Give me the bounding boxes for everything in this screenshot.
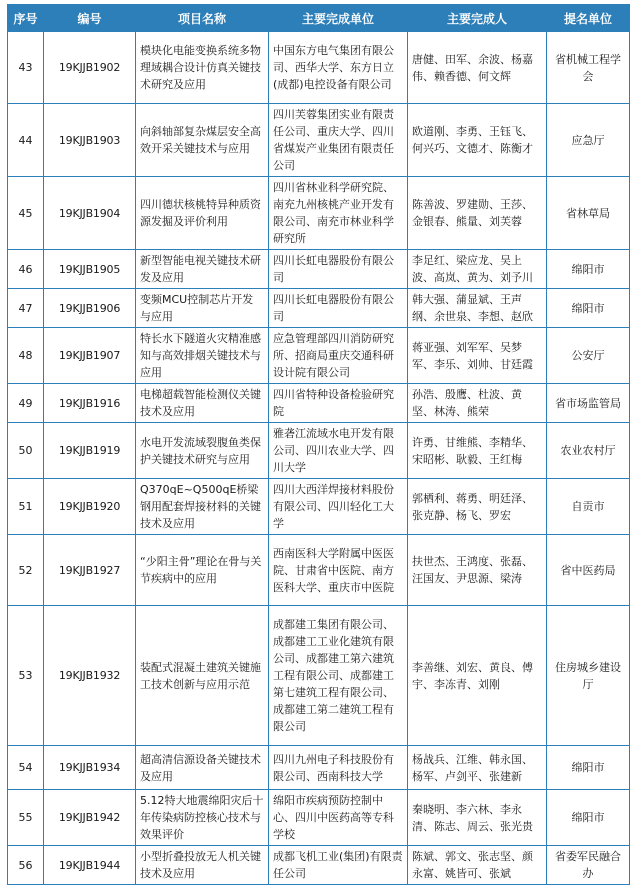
- cell-main-people: 陈善波、罗建勋、王莎、金银春、熊量、刘芙蓉: [408, 177, 547, 250]
- cell-serial: 53: [8, 606, 44, 746]
- cell-project-name: 5.12特大地震绵阳灾后十年传染病防控核心技术与效果评价: [136, 790, 269, 846]
- cell-nominator: 省委军民融合办: [547, 846, 630, 885]
- cell-main-units: 四川长虹电器股份有限公司: [269, 289, 408, 328]
- cell-nominator: 住房城乡建设厅: [547, 606, 630, 746]
- cell-nominator: 绵阳市: [547, 746, 630, 790]
- cell-main-people: 韩大强、蒲显斌、王声纲、余世泉、李想、赵欣: [408, 289, 547, 328]
- cell-nominator: 省市场监管局: [547, 384, 630, 423]
- cell-main-people: 秦晓明、李六林、李永清、陈志、周云、张光贵: [408, 790, 547, 846]
- cell-serial: 51: [8, 479, 44, 535]
- cell-main-units: 四川长虹电器股份有限公司: [269, 250, 408, 289]
- cell-project-name: 电梯超载智能检测仪关键技术及应用: [136, 384, 269, 423]
- table-row: [8, 289, 630, 328]
- header-main-units: 主要完成单位: [269, 5, 408, 32]
- cell-code: 19KJJB1932: [44, 606, 136, 746]
- cell-code: 19KJJB1934: [44, 746, 136, 790]
- cell-project-name: 特长水下隧道火灾精准感知与高效排烟关键技术与应用: [136, 328, 269, 384]
- cell-code: 19KJJB1944: [44, 846, 136, 885]
- header-main-people: 主要完成人: [408, 5, 547, 32]
- cell-project-name: 小型折叠投放无人机关键技术及应用: [136, 846, 269, 885]
- cell-code: 19KJJB1927: [44, 535, 136, 606]
- cell-serial: 47: [8, 289, 44, 328]
- table-row: [8, 177, 630, 250]
- cell-code: 19KJJB1942: [44, 790, 136, 846]
- cell-main-units: 成都建工集团有限公司、成都建工工业化建筑有限公司、成都建工第六建筑工程有限公司、成都建工第七建筑工程有限公司、成都建工第二建筑工程有限公司: [269, 606, 408, 746]
- cell-code: 19KJJB1907: [44, 328, 136, 384]
- table-row: [8, 32, 630, 104]
- cell-serial: 48: [8, 328, 44, 384]
- cell-main-people: 许勇、甘维熊、李精华、宋昭彬、耿毅、王红梅: [408, 423, 547, 479]
- cell-main-units: 成都飞机工业(集团)有限责任公司: [269, 846, 408, 885]
- cell-project-name: 新型智能电视关键技术研发及应用: [136, 250, 269, 289]
- table-row: [8, 250, 630, 289]
- table-row: [8, 423, 630, 479]
- cell-serial: 52: [8, 535, 44, 606]
- table-row: [8, 790, 630, 846]
- cell-project-name: 变频MCU控制芯片开发与应用: [136, 289, 269, 328]
- cell-main-units: 中国东方电气集团有限公司、西华大学、东方日立(成都)电控设备有限公司: [269, 32, 408, 104]
- table-header-row: [8, 5, 630, 32]
- cell-project-name: 向斜轴部复杂煤层安全高效开采关键技术与应用: [136, 104, 269, 177]
- table-row: [8, 606, 630, 746]
- cell-serial: 44: [8, 104, 44, 177]
- table-row: [8, 328, 630, 384]
- header-serial: 序号: [8, 5, 44, 32]
- cell-main-people: 李足红、梁应龙、吴上波、高岚、黄为、刘予川: [408, 250, 547, 289]
- table-row: [8, 104, 630, 177]
- cell-main-people: 唐健、田军、余波、杨嘉伟、赖香德、何文辉: [408, 32, 547, 104]
- cell-code: 19KJJB1906: [44, 289, 136, 328]
- cell-serial: 45: [8, 177, 44, 250]
- cell-code: 19KJJB1919: [44, 423, 136, 479]
- table-row: [8, 535, 630, 606]
- cell-nominator: 绵阳市: [547, 250, 630, 289]
- cell-main-units: 四川九州电子科技股份有限公司、西南科技大学: [269, 746, 408, 790]
- cell-code: 19KJJB1905: [44, 250, 136, 289]
- cell-main-people: 蒋亚强、刘军军、吴梦军、李乐、刘帅、甘廷霞: [408, 328, 547, 384]
- table-body: [8, 32, 630, 885]
- cell-serial: 49: [8, 384, 44, 423]
- cell-nominator: 省机械工程学会: [547, 32, 630, 104]
- table-row: [8, 746, 630, 790]
- cell-code: 19KJJB1903: [44, 104, 136, 177]
- cell-nominator: 绵阳市: [547, 289, 630, 328]
- cell-code: 19KJJB1916: [44, 384, 136, 423]
- cell-project-name: 水电开发流域裂腹鱼类保护关键技术研究与应用: [136, 423, 269, 479]
- cell-project-name: Q370qE~Q500qE桥梁钢用配套焊接材料的关键技术及应用: [136, 479, 269, 535]
- cell-main-people: 杨战兵、江维、韩永国、杨军、卢剑平、张建新: [408, 746, 547, 790]
- cell-serial: 46: [8, 250, 44, 289]
- cell-nominator: 省林草局: [547, 177, 630, 250]
- cell-nominator: 绵阳市: [547, 790, 630, 846]
- cell-nominator: 公安厅: [547, 328, 630, 384]
- cell-serial: 56: [8, 846, 44, 885]
- cell-project-name: 四川德状核桃特异种质资源发掘及评价利用: [136, 177, 269, 250]
- cell-project-name: 装配式混凝土建筑关键施工技术创新与应用示范: [136, 606, 269, 746]
- cell-project-name: “少阳主骨”理论在骨与关节疾病中的应用: [136, 535, 269, 606]
- cell-project-name: 超高清信源设备关键技术及应用: [136, 746, 269, 790]
- cell-nominator: 应急厅: [547, 104, 630, 177]
- cell-code: 19KJJB1904: [44, 177, 136, 250]
- cell-serial: 50: [8, 423, 44, 479]
- cell-main-people: 欧道刚、李勇、王钰飞、何兴巧、文德才、陈衡才: [408, 104, 547, 177]
- cell-serial: 55: [8, 790, 44, 846]
- cell-serial: 43: [8, 32, 44, 104]
- cell-main-people: 扶世杰、王鸿度、张磊、汪国友、尹思源、梁涛: [408, 535, 547, 606]
- table-row: [8, 479, 630, 535]
- cell-main-units: 四川大西洋焊接材料股份有限公司、四川轻化工大学: [269, 479, 408, 535]
- cell-main-units: 雅砻江流域水电开发有限公司、四川农业大学、四川大学: [269, 423, 408, 479]
- cell-main-people: 郭栖利、蒋勇、明廷泽、张克静、杨飞、罗宏: [408, 479, 547, 535]
- award-projects-table: [7, 4, 630, 885]
- cell-nominator: 农业农村厅: [547, 423, 630, 479]
- header-project-name: 项目名称: [136, 5, 269, 32]
- cell-main-units: 西南医科大学附属中医医院、甘肃省中医院、南方医科大学、重庆市中医院: [269, 535, 408, 606]
- cell-nominator: 省中医药局: [547, 535, 630, 606]
- cell-main-units: 四川芙蓉集团实业有限责任公司、重庆大学、四川省煤炭产业集团有限责任公司: [269, 104, 408, 177]
- header-code: 编号: [44, 5, 136, 32]
- cell-main-units: 绵阳市疾病预防控制中心、四川中医药高等专科学校: [269, 790, 408, 846]
- cell-project-name: 模块化电能变换系统多物理域耦合设计仿真关键技术研究及应用: [136, 32, 269, 104]
- table-row: [8, 384, 630, 423]
- cell-serial: 54: [8, 746, 44, 790]
- cell-code: 19KJJB1920: [44, 479, 136, 535]
- table-row: [8, 846, 630, 885]
- cell-main-units: 四川省特种设备检验研究院: [269, 384, 408, 423]
- cell-main-people: 陈斌、郭文、张志坚、颜永富、姚皆可、张斌: [408, 846, 547, 885]
- cell-main-people: 李善继、刘宏、黄良、傅宇、李冻青、刘刚: [408, 606, 547, 746]
- cell-code: 19KJJB1902: [44, 32, 136, 104]
- cell-main-units: 四川省林业科学研究院、南充九州核桃产业开发有限公司、南充市林业科学研究所: [269, 177, 408, 250]
- cell-nominator: 自贡市: [547, 479, 630, 535]
- cell-main-units: 应急管理部四川消防研究所、招商局重庆交通科研设计院有限公司: [269, 328, 408, 384]
- header-nominator: 提名单位: [547, 5, 630, 32]
- cell-main-people: 孙浩、殷鹰、杜波、黄坚、林涛、熊荣: [408, 384, 547, 423]
